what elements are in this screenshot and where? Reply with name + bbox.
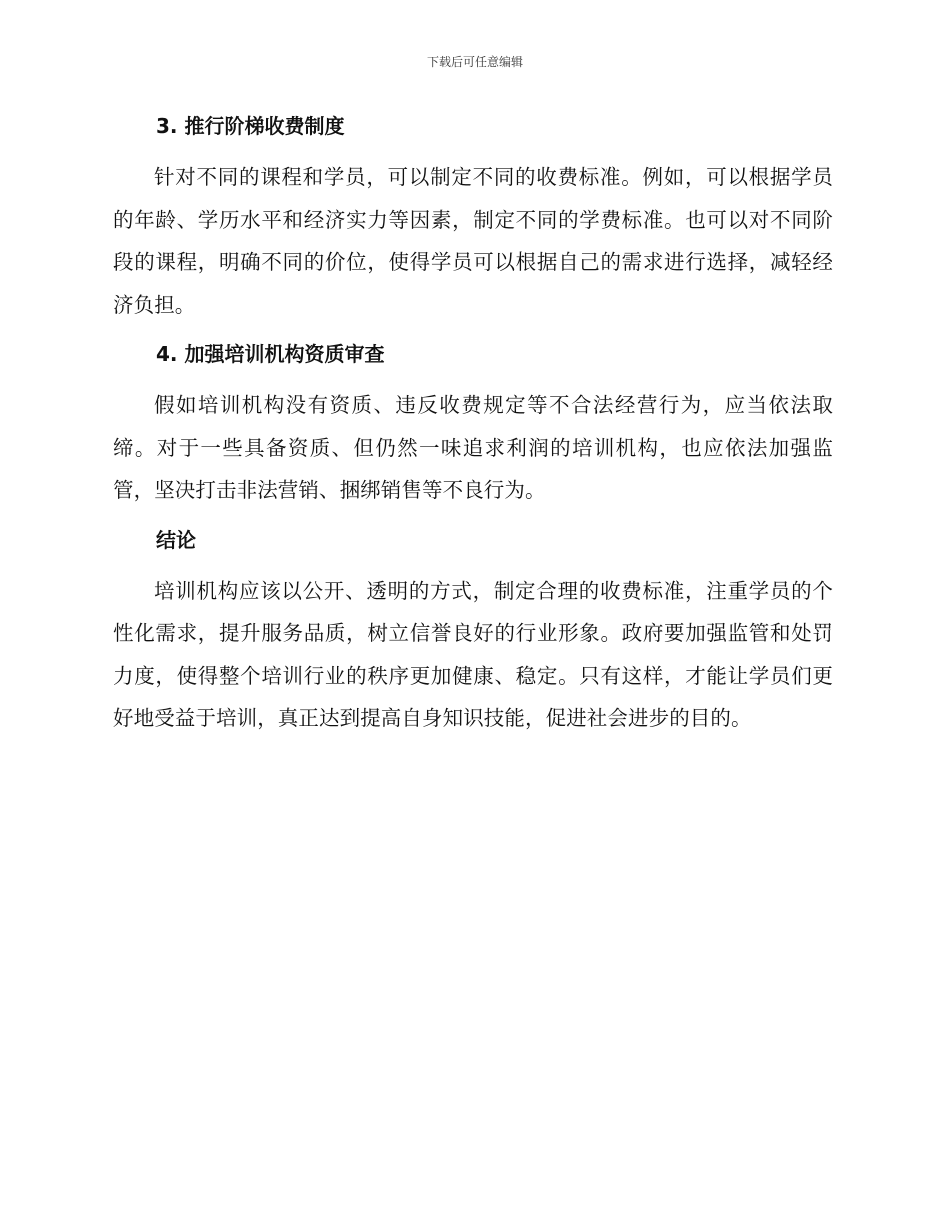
section-heading-conclusion: 结论 [156,527,196,552]
spacer [113,142,833,156]
section-heading-tiered-fees: 3. 推行阶梯收费制度 [156,114,345,138]
paragraph-conclusion: 培训机构应该以公开、透明的方式，制定合理的收费标准，注重学员的个性化需求，提升服务品质，树立信誉良好的行业形象。政府要加强监管和处罚力度，使得整个培训行业的秩序更加健康、稳定。只有这样，才能让学员们更好地受益于培训，真正达到提高自身知识技能，促进社会进步的目的。 [113,578,833,730]
page-header-note: 下载后可任意编辑 [426,55,523,69]
section-heading-qualification-review: 4. 加强培训机构资质审查 [156,342,385,366]
document-body [113,110,833,740]
spacer [113,512,833,524]
paragraph-qualification-review: 假如培训机构没有资质、违反收费规定等不合法经营行为，应当依法取缔。对于一些具备资质、但仍然一味追求利润的培训机构，也应依法加强监管，坚决打击非法营销、捆绑销售等不良行为。 [113,393,833,502]
spacer [113,370,833,384]
paragraph-tiered-fees: 针对不同的课程和学员，可以制定不同的收费标准。例如，可以根据学员的年龄、学历水平和经济实力等因素，制定不同的学费标准。也可以对不同阶段的课程，明确不同的价位，使得学员可以根据自己的需求进行选择，减轻经济负担。 [113,165,833,317]
spacer [113,556,833,570]
spacer [113,326,833,338]
